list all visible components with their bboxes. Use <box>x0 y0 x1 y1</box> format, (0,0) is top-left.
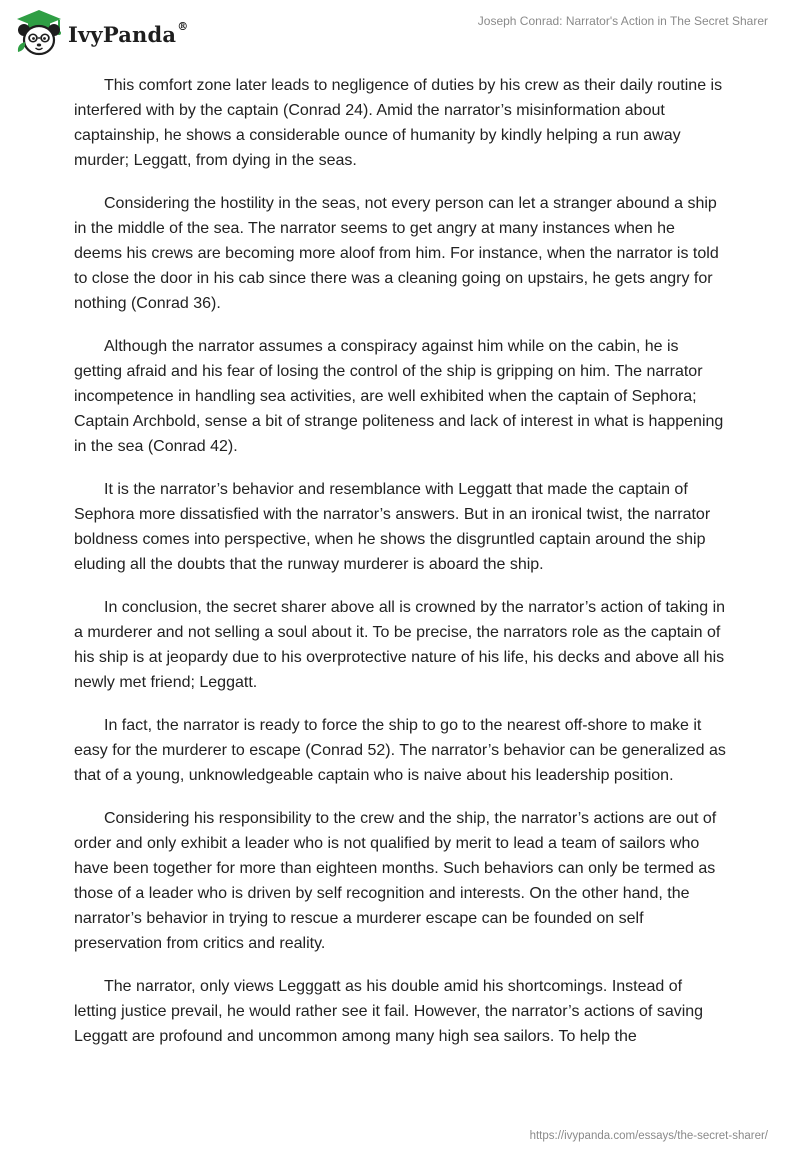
paragraph: Although the narrator assumes a conspiracy against him while on the cabin, he is getting afraid and his fear of losing the control of the ship is gripping on him. The narrator incompetence in handling sea activities, are well exhibited when the captain of Sephora; Captain Archbold, sense a bit of strange politeness and lack of interest in what is happening in the sea (Conrad 42). <box>74 338 724 455</box>
paragraph: In fact, the narrator is ready to force the ship to go to the nearest off-shore to make it easy for the murderer to escape (Conrad 52). The narrator’s behavior can be generalized as that of a young, unknowledgeable captain who is naive about his leadership position. <box>74 717 726 784</box>
paragraph: Considering the hostility in the seas, not every person can let a stranger abound a ship in the middle of the sea. The narrator seems to get angry at many instances when he deems his crews are becoming more aloof from him. For instance, when the narrator is told to close the door in his cab since there was a cleaning going on upstairs, he gets angry for nothing (Conrad 36). <box>74 195 719 312</box>
paragraph: Considering his responsibility to the crew and the ship, the narrator’s actions are out of order and only exhibit a leader who is not qualified by merit to lead a team of sailors who have been together for more than eighteen months. Such behaviors can only be termed as those of a leader who is driven by self recognition and interests. On the other hand, the narrator’s behavior in trying to rescue a murderer escape can be founded on self preservation from critics and reality. <box>74 810 717 952</box>
panda-graduate-icon <box>13 8 65 58</box>
document-title: Joseph Conrad: Narrator's Action in The Secret Sharer <box>477 14 768 28</box>
paragraph: The narrator, only views Legggatt as his double amid his shortcomings. Instead of letting justice prevail, he would rather see it fail. However, the narrator’s actions of saving Leggatt are profound and uncommon among many high sea sailors. To help the <box>74 978 704 1045</box>
paragraph: In conclusion, the secret sharer above all is crowned by the narrator’s action of taking in a murderer and not selling a soul about it. To be precise, the narrators role as the captain of his ship is at jeopardy due to his overprotective nature of his life, his decks and above all his newly met friend; Leggatt. <box>74 599 726 691</box>
paragraph: This comfort zone later leads to negligence of duties by his crew as their daily routine is interfered with by the captain (Conrad 24). Amid the narrator’s misinformation about captainship, he shows a considerable ounce of humanity by kindly helping a run away murder; Leggatt, from dying in the seas. <box>74 77 723 169</box>
essay-body <box>74 73 726 1067</box>
page-header <box>0 0 800 70</box>
ivypanda-logo[interactable] <box>13 8 188 58</box>
paragraph: It is the narrator’s behavior and resemblance with Leggatt that made the captain of Sephora more dissatisfied with the narrator’s answers. But in an ironical twist, the narrator boldness comes into perspective, when he shows the disgruntled captain around the ship eluding all the doubts that the runway murderer is aboard the ship. <box>74 481 711 573</box>
source-url[interactable]: https://ivypanda.com/essays/the-secret-sharer/ <box>529 1130 768 1142</box>
registered-mark: ® <box>177 19 189 33</box>
brand-name: IvyPanda® <box>68 19 189 47</box>
